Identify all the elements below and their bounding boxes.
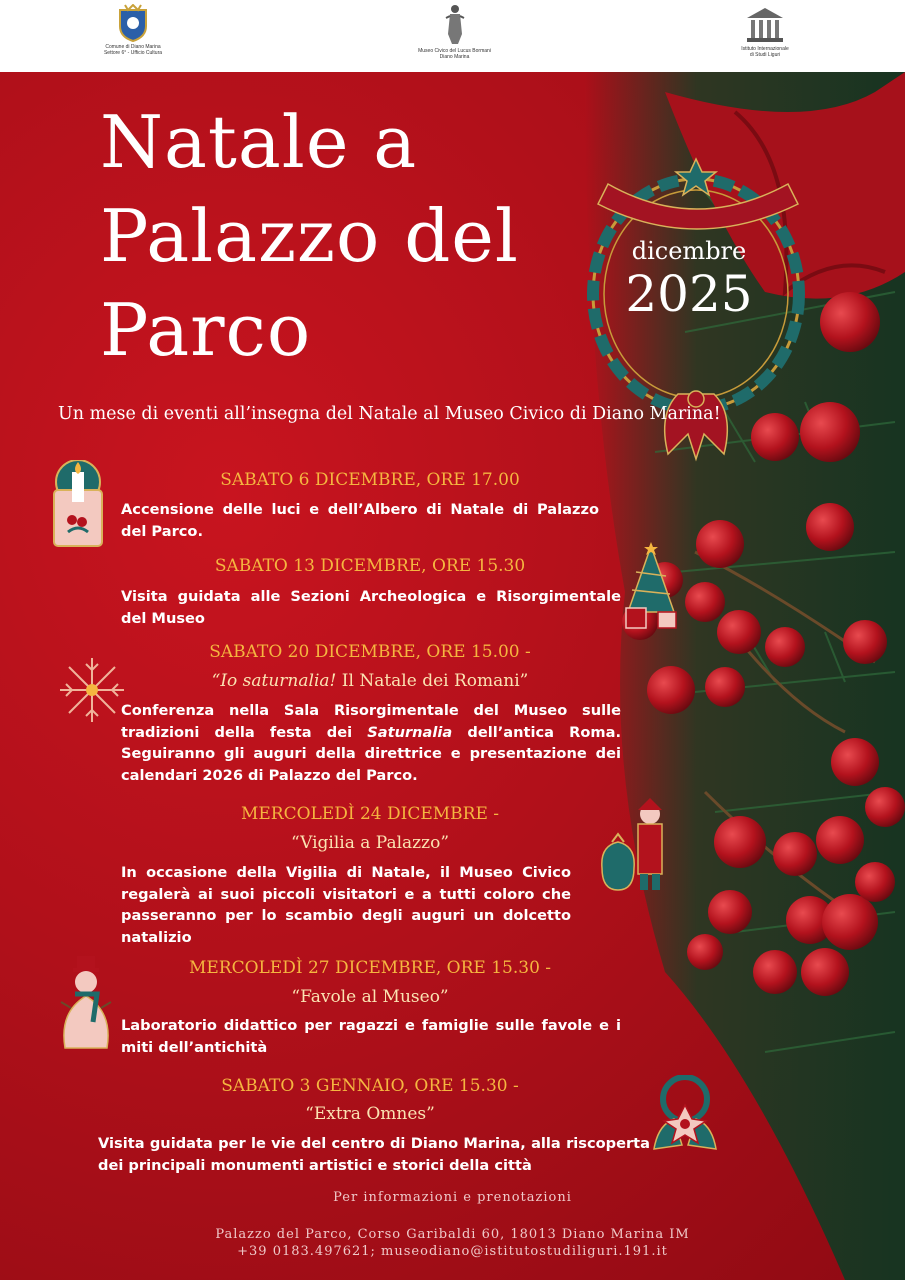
bell-icon <box>648 1075 722 1171</box>
title-line-1: Natale a <box>100 100 418 184</box>
event-6-description: Visita guidata per le vie del centro di Diano Marina, alla riscoperta dei principali monumenti artistici e storici della città <box>98 1135 650 1174</box>
logo-museo <box>412 4 497 60</box>
info-address: Palazzo del Parco, Corso Garibaldi 60, 18013 Diano Marina IM <box>215 1227 690 1242</box>
title-line-2: Palazzo del <box>100 194 519 278</box>
event-3-description <box>121 700 621 786</box>
snowflake-icon <box>58 656 126 724</box>
event-4-heading: MERCOLEDÌ 24 DICEMBRE - <box>240 804 500 824</box>
christmas-tree-icon <box>622 542 680 632</box>
event-2-description: Visita guidata alle Sezioni Archeologica e Risorgimentale del Museo <box>121 588 621 627</box>
event-4-subheading: “Vigilia a Palazzo” <box>290 833 450 853</box>
temple-icon <box>743 4 787 44</box>
logo-comune <box>98 4 168 56</box>
title-line-3: Parco <box>100 288 312 372</box>
snowman-icon <box>55 952 117 1052</box>
logo-museo-line1: Museo Civico del Lucus Bormani <box>418 48 491 54</box>
coat-of-arms-icon <box>116 4 150 42</box>
event-6-heading: SABATO 3 GENNAIO, ORE 15.30 - <box>221 1076 519 1096</box>
logo-museo-line2: Diano Marina <box>439 54 470 60</box>
event-3-subheading-italic: “Io saturnalia! <box>211 671 337 691</box>
event-3-description-post: dell’antica Roma. Seguiranno gli auguri della direttrice e presentazione dei calendari 2026 di Palazzo del Parco. <box>121 723 621 784</box>
event-6-subheading: “Extra Omnes” <box>305 1104 435 1124</box>
event-3-description-pre: Conferenza nella Sala Risorgimentale del Museo sulle tradizioni della festa dei <box>121 702 621 741</box>
event-5-subheading: “Favole al Museo” <box>291 987 449 1007</box>
event-1-heading: SABATO 6 DICEMBRE, ORE 17.00 <box>220 470 520 490</box>
statue-icon <box>442 4 468 46</box>
event-4-description: In occasione della Vigilia di Natale, il Museo Civico regalerà ai suoi piccoli visitatori e a tutti coloro che passeranno per lo scambio degli auguri un dolcetto natalizio <box>121 864 571 946</box>
date-month: dicembre <box>631 237 747 265</box>
info-contacts: +39 0183.497621; museodiano@istitutostudiliguri.191.it <box>237 1244 668 1259</box>
logo-bar <box>0 0 905 72</box>
logo-comune-line1: Comune di Diano Marina <box>105 44 161 50</box>
event-1-description: Accensione delle luci e dell’Albero di Natale di Palazzo del Parco. <box>121 501 599 540</box>
date-year: 2025 <box>625 265 753 323</box>
logo-istituto-line2: di Studi Liguri <box>749 52 781 58</box>
event-5-description: Laboratorio didattico per ragazzi e famiglie sulle favole e i miti dell’antichità <box>121 1017 621 1056</box>
info-label: Per informazioni e prenotazioni <box>333 1190 572 1205</box>
logo-istituto-line1: Istituto Internazionale <box>741 46 789 52</box>
subtitle: Un mese di eventi all’insegna del Natale al Museo Civico di Diano Marina! <box>58 404 721 424</box>
event-5-heading: MERCOLEDÌ 27 DICEMBRE, ORE 15.30 - <box>188 958 552 978</box>
event-3-description-italic: Saturnalia <box>367 723 453 741</box>
event-3-subheading-rest: Il Natale dei Romani” <box>336 671 529 691</box>
event-2-heading: SABATO 13 DICEMBRE, ORE 15.30 <box>214 556 526 576</box>
poster-title <box>100 95 519 377</box>
logo-istituto <box>730 4 800 58</box>
candle-icon <box>50 460 106 548</box>
poster <box>0 72 905 1280</box>
logo-comune-line2: Settore 6° - Ufficio Cultura <box>103 50 163 56</box>
event-3-heading: SABATO 20 DICEMBRE, ORE 15.00 - <box>209 642 531 662</box>
event-3-subheading <box>120 669 620 693</box>
gift-bag-icon <box>598 798 676 896</box>
